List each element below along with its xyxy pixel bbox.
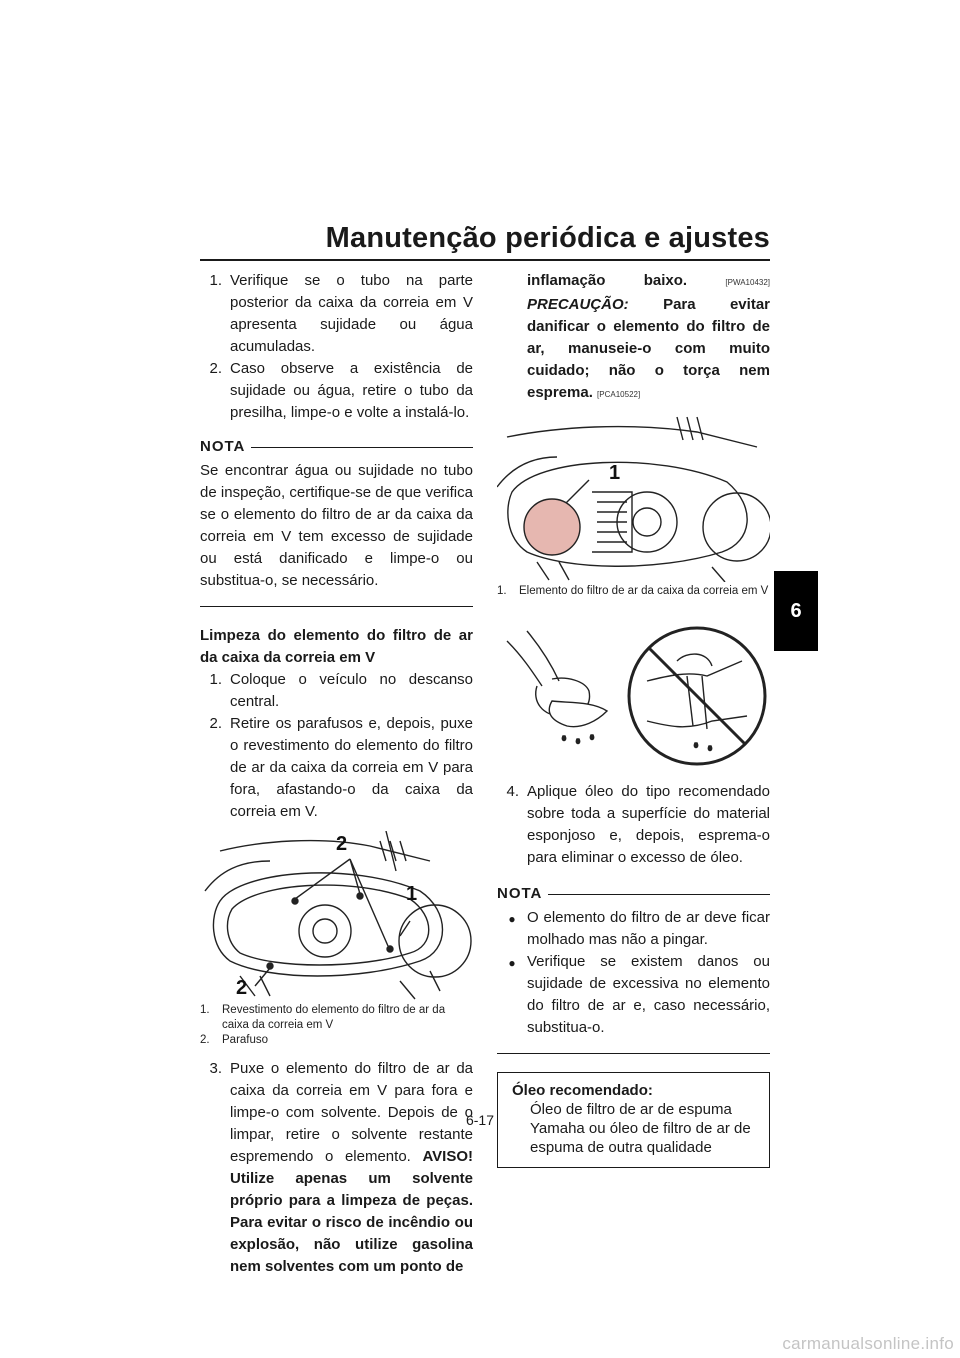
caption-text: Revestimento do elemento do filtro de ar da caixa da correia em V — [222, 1004, 446, 1031]
nota-bullet — [497, 907, 770, 951]
step-text: Retire os parafusos e, depois, puxe o revestimento do elemento do filtro de ar da caixa da correia em V para fora, afastando-o da caixa da correia em V. — [230, 715, 473, 820]
nota-heading-2 — [497, 883, 770, 905]
oil-box-value: Óleo de filtro de ar de espuma Yamaha ou óleo de filtro de ar de espuma de outra qualidade — [530, 1101, 751, 1156]
precaucao-label: PRECAUÇÃO: — [527, 296, 629, 313]
nota-bullet — [497, 951, 770, 1039]
section-heading: Limpeza do elemento do filtro de ar da caixa da correia em V — [200, 627, 473, 666]
caption-number: 1. — [200, 1004, 210, 1016]
caption-item — [200, 1033, 473, 1048]
step-text: Coloque o veículo no descanso central. — [230, 671, 473, 710]
reference-code: [PWA10432] — [725, 278, 771, 287]
step-text: Aplique óleo do tipo recomendado sobre toda a superfície do material esponjoso e, depois, esprema-o para eliminar o excesso de óleo. — [527, 783, 770, 866]
step-4 — [497, 781, 770, 869]
step-3 — [200, 1058, 473, 1278]
warning-continuation — [497, 270, 770, 406]
squeeze-illustration — [497, 621, 770, 771]
nota-end-rule — [497, 1053, 770, 1054]
nota-label: NOTA — [497, 885, 543, 902]
step-text: Caso observe a existência de sujidade ou água, retire o tubo da presilha, limpe-o e volte a instalá-lo. — [230, 360, 473, 421]
nota-rule — [548, 894, 770, 895]
bullet-icon: ● — [508, 956, 516, 970]
nota-label: NOTA — [200, 438, 246, 455]
prohibition-icon — [629, 628, 765, 764]
oil-box-label: Óleo recomendado: — [512, 1082, 653, 1099]
figure-belt-case-cover — [200, 831, 473, 1001]
figure-label: 1 — [609, 462, 621, 484]
step-2-mid — [200, 713, 473, 823]
reference-code: [PCA10522] — [597, 390, 641, 399]
filter-element-highlight — [524, 499, 580, 555]
figure-label: 2 — [236, 977, 248, 999]
step-number: 1. — [209, 671, 222, 688]
figure-air-filter-element — [497, 412, 770, 582]
aviso-warning: AVISO! Utilize apenas um solvente próprio para a limpeza de peças. Para evitar o risco de incêndio ou explosão, não utilize gasolina nem solventes com um ponto de — [230, 1148, 474, 1275]
step-text: Verifique se o tubo na parte posterior da caixa da correia em V apresenta sujidade ou água acumuladas. — [230, 272, 473, 355]
watermark: carmanualsonline.info — [782, 1334, 954, 1353]
figure-caption-1 — [200, 1003, 473, 1048]
step-body: Puxe o elemento do filtro de ar da caixa da correia em V para fora e limpe-o com solvente. Depois de o limpar, retire o solvente restante espremendo o elemento. — [230, 1060, 473, 1165]
caption-text: Parafuso — [222, 1034, 269, 1046]
caption-item — [200, 1003, 473, 1033]
figure-label: 1 — [406, 883, 418, 905]
step-number: 2. — [209, 715, 222, 732]
nota-body-1: Se encontrar água ou sujidade no tubo de inspeção, certifique-se de que verifica se o elemento do filtro de ar da caixa da correia em V tem excesso de sujidade ou está danificado e limpe-o ou substitua-o, se necessário. — [200, 462, 473, 589]
caption-number: 2. — [200, 1034, 210, 1046]
nota-rule — [251, 447, 473, 448]
aviso-continuation: inflamação baixo. — [527, 272, 688, 289]
step-2-top — [200, 358, 473, 424]
nota-end-rule — [200, 606, 473, 607]
caption-number: 1. — [497, 585, 507, 597]
step-number: 2. — [209, 360, 222, 377]
header-rule — [200, 259, 770, 261]
bullet-text: Verifique se existem danos ou sujidade de excessiva no elemento do filtro de ar e, caso necessário, substitua-o. — [527, 953, 770, 1036]
figure-caption-2 — [497, 584, 770, 599]
bullet-icon: ● — [508, 912, 516, 926]
chapter-tab: 6 — [774, 571, 818, 651]
page-number: 6-17 — [465, 1112, 495, 1128]
nota-heading-1 — [200, 436, 473, 458]
belt-case-illustration — [200, 831, 473, 1001]
step-number: 3. — [209, 1060, 222, 1077]
figure-squeeze-instruction — [497, 621, 770, 771]
caption-text: Elemento do filtro de ar da caixa da correia em V — [519, 585, 769, 597]
precaucao-text: Para evitar danificar o elemento do filtro de ar, manuseie-o com muito cuidado; não o torça nem esprema. — [527, 296, 770, 401]
step-number: 4. — [506, 783, 519, 800]
step-text — [230, 1058, 473, 1278]
step-1-mid — [200, 669, 473, 713]
step-1-top — [200, 270, 473, 358]
bullet-text: O elemento do filtro de ar deve ficar molhado mas não a pingar. — [527, 909, 770, 948]
step-number: 1. — [209, 272, 222, 289]
right-column — [497, 270, 770, 1168]
figure-label: 2 — [336, 833, 348, 855]
caption-item — [497, 584, 770, 599]
air-filter-illustration — [497, 412, 770, 582]
page-title: Manutenção periódica e ajustes — [325, 222, 770, 254]
